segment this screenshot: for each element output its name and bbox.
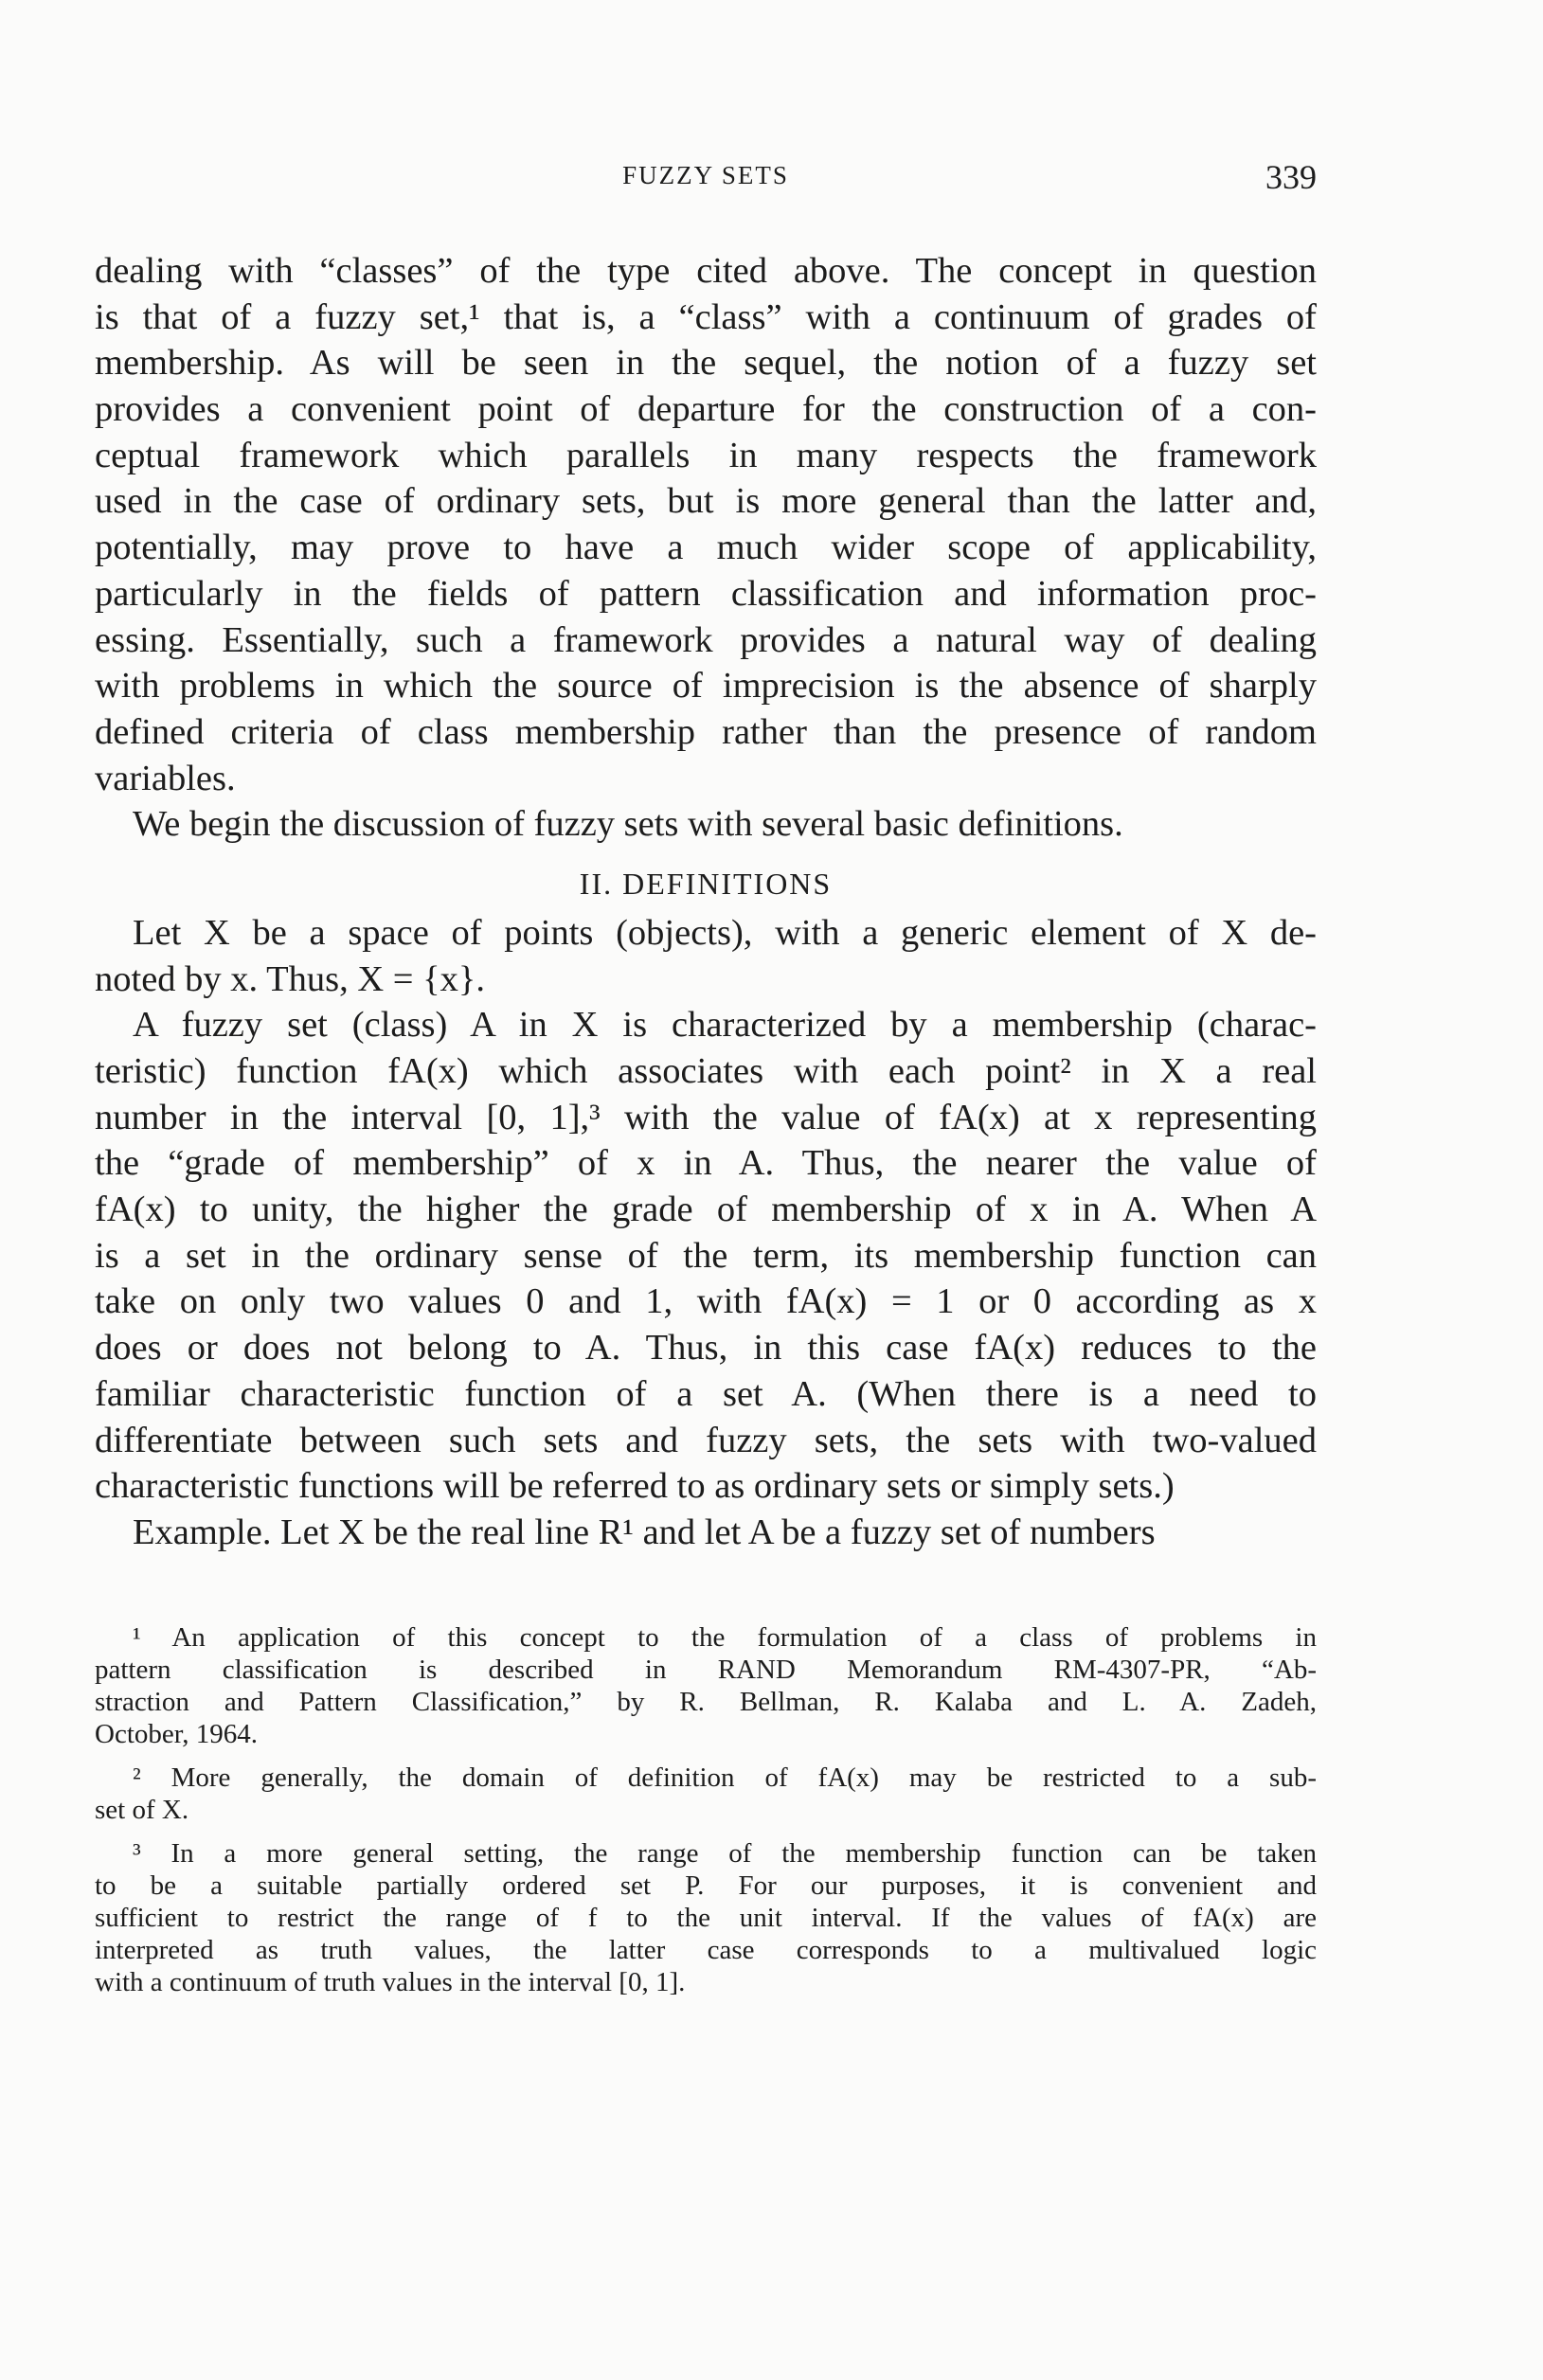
footnote-line: with a continuum of truth values in the interval [0, 1].	[95, 1967, 686, 1997]
page-number: 339	[1265, 158, 1317, 196]
body-text	[95, 248, 1317, 1556]
footnote-line: ¹ An application of this concept to the formulation of a class of problems in	[133, 1622, 1317, 1653]
text-line: characteristic functions will be referred to as ordinary sets or simply sets.)	[95, 1466, 1175, 1507]
text-line: membership. As will be seen in the sequel, the notion of a fuzzy set	[95, 343, 1317, 384]
text-line: noted by x. Thus, X = {x}.	[95, 958, 485, 999]
footnotes	[95, 1621, 1317, 1998]
footnote-1	[95, 1621, 1317, 1750]
footnote-line: straction and Pattern Classification,” by R. Bellman, R. Kalaba and L. A. Zadeh,	[95, 1687, 1317, 1717]
text-line: A fuzzy set (class) A in X is characterized by a membership (charac-	[133, 1005, 1317, 1046]
footnote-3	[95, 1837, 1317, 1998]
footnote-line: set of X.	[95, 1795, 189, 1825]
footnote-line: October, 1964.	[95, 1719, 258, 1749]
paragraph-example	[95, 1510, 1317, 1556]
section-heading: II. DEFINITIONS	[579, 866, 833, 901]
text-line: fA(x) to unity, the higher the grade of membership of x in A. When A	[95, 1190, 1317, 1230]
text-line: differentiate between such sets and fuzzy sets, the sets with two-valued	[95, 1420, 1317, 1460]
text-line: with problems in which the source of imprecision is the absence of sharply	[95, 666, 1317, 707]
text-line: familiar characteristic function of a set A. (When there is a need to	[95, 1373, 1317, 1414]
footnote-line: sufficient to restrict the range of f to the unit interval. If the values of fA(x) are	[95, 1903, 1317, 1933]
text-line: ceptual framework which parallels in many respects the framework	[95, 435, 1317, 475]
text-line: provides a convenient point of departure for the construction of a con-	[95, 389, 1317, 430]
text-line: dealing with “classes” of the type cited above. The concept in question	[95, 251, 1317, 291]
text-line: is a set in the ordinary sense of the term, its membership function can	[95, 1235, 1317, 1276]
footnote-line: to be a suitable partially ordered set P. For our purposes, it is convenient and	[95, 1870, 1317, 1901]
running-head: FUZZY SETS	[622, 161, 789, 189]
footnote-line: ² More generally, the domain of definition of fA(x) may be restricted to a sub-	[133, 1763, 1317, 1793]
paragraph-space	[95, 910, 1317, 1002]
text-line: Let X be a space of points (objects), with a generic element of X de-	[133, 912, 1317, 953]
text-line: used in the case of ordinary sets, but is more general than the latter and,	[95, 481, 1317, 522]
text-line: is that of a fuzzy set,¹ that is, a “class” with a continuum of grades of	[95, 296, 1317, 337]
text-line: Example. Let X be the real line R¹ and let A be a fuzzy set of numbers	[133, 1512, 1156, 1552]
footnote-2	[95, 1762, 1317, 1826]
footnote-line: pattern classification is described in RAND Memorandum RM-4307-PR, “Ab-	[95, 1655, 1317, 1685]
paragraph-begin	[95, 801, 1317, 848]
text-line: particularly in the fields of pattern classification and information proc-	[95, 573, 1317, 614]
text-line: does or does not belong to A. Thus, in this case fA(x) reduces to the	[95, 1328, 1317, 1369]
text-line: take on only two values 0 and 1, with fA(x) = 1 or 0 according as x	[95, 1281, 1317, 1322]
footnote-line: interpreted as truth values, the latter case corresponds to a multivalued logic	[95, 1935, 1317, 1965]
page-header	[95, 157, 1317, 195]
text-line: number in the interval [0, 1],³ with the value of fA(x) at x representing	[95, 1097, 1317, 1137]
text-line: essing. Essentially, such a framework provides a natural way of dealing	[95, 619, 1317, 660]
text-line: potentially, may prove to have a much wider scope of applicability,	[95, 528, 1317, 568]
paragraph-intro	[95, 248, 1317, 801]
paragraph-fuzzy-set-definition	[95, 1002, 1317, 1510]
text-line: the “grade of membership” of x in A. Thus, the nearer the value of	[95, 1143, 1317, 1184]
text-line: variables.	[95, 758, 236, 798]
footnote-line: ³ In a more general setting, the range of the membership function can be taken	[133, 1838, 1317, 1869]
text-line: teristic) function fA(x) which associates with each point² in X a real	[95, 1051, 1317, 1091]
text-line: defined criteria of class membership rather than the presence of random	[95, 711, 1317, 752]
text-line: We begin the discussion of fuzzy sets with several basic definitions.	[133, 804, 1123, 845]
